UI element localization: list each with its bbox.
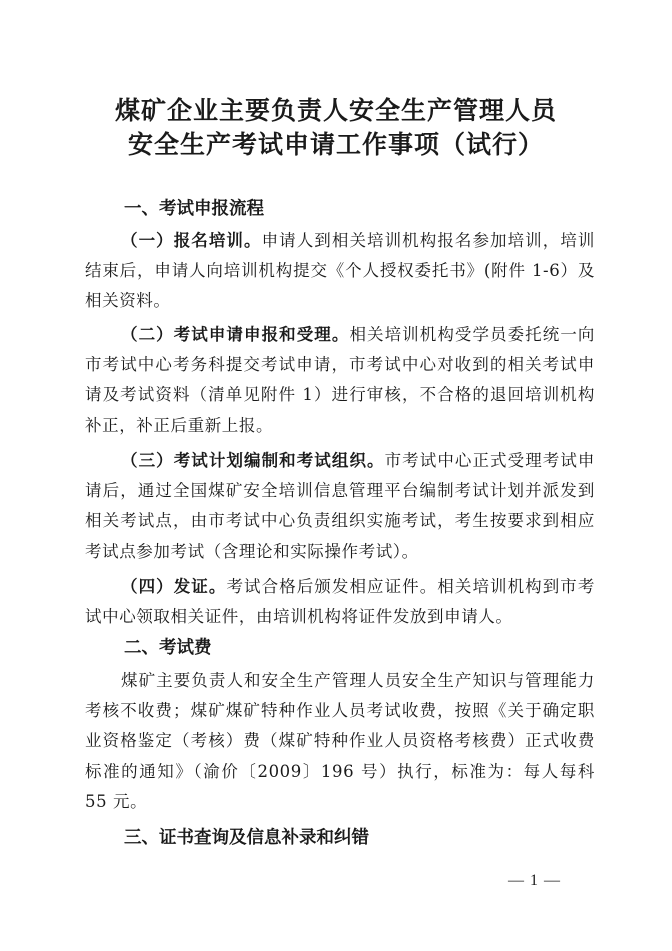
section-1-paragraph-2 (85, 320, 595, 441)
paragraph-lead: （二）考试申请申报和受理。 (121, 325, 350, 344)
section-1-paragraph-4 (85, 572, 595, 632)
paragraph-text: 相关培训机构受学员委托统一向市考试中心考务科提交考试申请，市考试中心对收到的相关考试申请及考试资料（清单见附件 1）进行审核，不合格的退回培训机构补正，补正后重新上报。 (85, 325, 595, 435)
section-2-paragraph-1: 煤矿主要负责人和安全生产管理人员安全生产知识与管理能力考核不收费；煤矿煤矿特种作业人员考试收费，按照《关于确定职业资格鉴定（考核）费（煤矿特种作业人员资格考核费）正式收费标准的通知》（渝价〔2009〕196 号）执行，标准为：每人每科 55 元。 (85, 671, 595, 811)
section-1-paragraph-1 (85, 226, 595, 317)
section-1-heading: 一、考试申报流程 (124, 199, 264, 219)
page-number: — 1 — (508, 872, 561, 889)
paragraph-lead: （一）报名培训。 (121, 231, 262, 250)
paragraph-text: 申请人到相关培训机构报名参加培训，培训结束后，申请人向培训机构提交《个人授权委托书》(附件 1-6）及相关资料。 (85, 231, 595, 311)
paragraph-lead: （四）发证。 (121, 577, 227, 596)
document-title-line-2: 安全生产考试申请工作事项（试行） (127, 130, 544, 159)
document-title-line-1: 煤矿企业主要负责人安全生产管理人员 (114, 96, 557, 125)
paragraph-text: 考试合格后颁发相应证件。相关培训机构到市考试中心领取相关证件，由培训机构将证件发放到申请人。 (85, 577, 595, 627)
paragraph-lead: （三）考试计划编制和考试组织。 (121, 451, 385, 470)
section-1-paragraph-3 (85, 446, 595, 567)
section-3-heading: 三、证书查询及信息补录和纠错 (124, 828, 369, 848)
paragraph-text: 市考试中心正式受理考试申请后，通过全国煤矿安全培训信息管理平台编制考试计划并派发到相关考试点，由市考试中心负责组织实施考试，考生按要求到相应考试点参加考试（含理论和实际操作考试）。 (85, 451, 596, 561)
section-2-heading: 二、考试费 (124, 638, 212, 658)
